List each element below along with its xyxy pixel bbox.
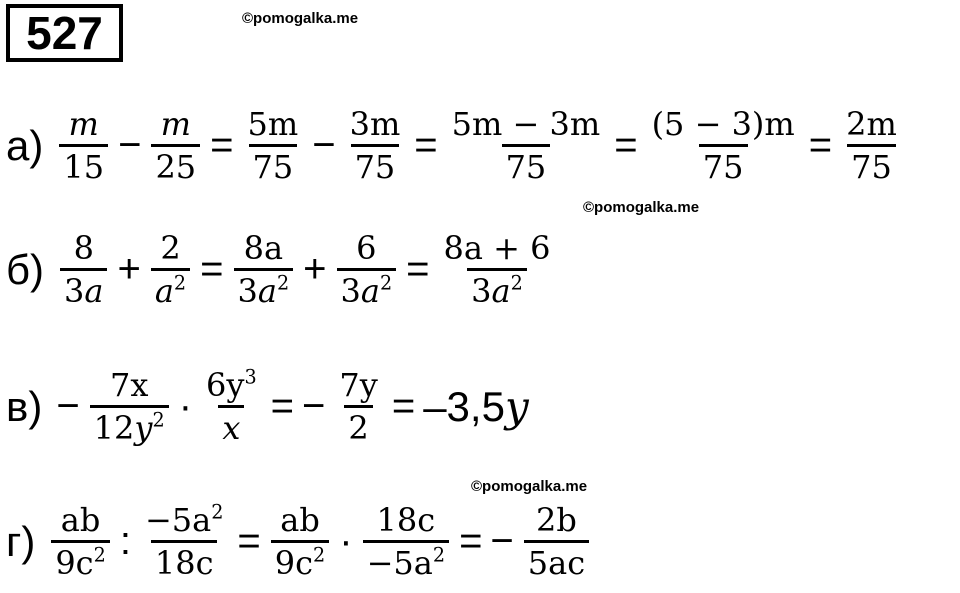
numerator: 8a (243, 229, 284, 267)
denominator: 18c (151, 540, 218, 583)
denominator (90, 405, 169, 448)
fraction (202, 365, 261, 448)
exponent: 2 (173, 271, 187, 295)
part-g (0, 500, 595, 583)
fraction (234, 228, 294, 311)
numerator: 7x (109, 366, 149, 404)
base: 9c (274, 544, 314, 582)
equals-sign: = (391, 384, 416, 428)
divide-colon: : (119, 519, 131, 563)
denominator: 75 (502, 144, 551, 187)
part-a-label: а) (6, 121, 44, 169)
variable: a (360, 272, 380, 310)
variable: y (134, 409, 153, 447)
equals-sign: = (270, 384, 295, 428)
exponent: 2 (211, 500, 224, 524)
watermark-3: ©pomogalka.me (471, 478, 588, 495)
numerator (202, 365, 261, 405)
result-number: –3,5 (423, 383, 505, 430)
fraction (59, 104, 108, 187)
numerator: 3m (349, 105, 401, 143)
exponent: 2 (276, 271, 290, 295)
coefficient: 3 (64, 272, 85, 310)
fraction (337, 228, 397, 311)
base: 9c (55, 544, 94, 582)
denominator (234, 268, 294, 311)
equals-sign: = (614, 123, 638, 167)
part-a (0, 104, 907, 187)
minus-sign: − (312, 123, 336, 167)
numerator: ab (280, 501, 320, 539)
coefficient: 3 (237, 272, 258, 310)
base: −5a (366, 544, 433, 582)
coefficient: 3 (471, 272, 492, 310)
denominator: 25 (151, 144, 200, 187)
denominator: 15 (59, 144, 108, 187)
variable: a (154, 272, 174, 310)
exponent: 2 (313, 543, 326, 567)
numerator: 5m (247, 105, 299, 143)
result-variable: y (504, 382, 529, 431)
denominator: 5ac (524, 540, 589, 583)
denominator: 75 (249, 144, 298, 187)
watermark-2: ©pomogalka.me (583, 199, 700, 216)
multiply-dot: · (339, 519, 353, 563)
denominator: 2 (344, 405, 372, 448)
minus-sign: − (302, 384, 326, 428)
numerator (141, 500, 227, 540)
numerator: 8a + 6 (443, 229, 551, 267)
exponent: 2 (152, 408, 165, 432)
numerator: ab (60, 501, 101, 539)
part-g-label: г) (6, 517, 36, 565)
result (423, 382, 528, 431)
fraction (151, 104, 200, 187)
exponent: 2 (510, 271, 523, 295)
fraction (141, 500, 227, 583)
equals-sign: = (237, 519, 261, 563)
minus-sign: − (490, 519, 514, 563)
denominator: x (218, 405, 244, 448)
denominator (60, 268, 107, 311)
multiply-dot: · (178, 384, 193, 428)
variable: a (257, 272, 277, 310)
fraction (524, 500, 589, 583)
exponent: 3 (244, 365, 257, 389)
denominator (467, 268, 527, 311)
numerator: m (160, 105, 191, 143)
variable: a (84, 272, 104, 310)
numerator: 8 (73, 229, 94, 267)
exponent: 2 (93, 543, 106, 567)
denominator (151, 268, 190, 311)
variable: a (491, 272, 511, 310)
numerator: 7y (339, 366, 378, 404)
denominator: 75 (847, 144, 896, 187)
plus-sign: + (303, 247, 327, 291)
part-b (0, 228, 560, 311)
denominator (51, 540, 110, 583)
coefficient: 12 (93, 409, 135, 447)
fraction (648, 104, 799, 187)
equals-sign: = (406, 247, 430, 291)
problem-number: 527 (6, 4, 123, 62)
denominator (271, 540, 330, 583)
exponent: 2 (379, 271, 393, 295)
numerator: (5 − 3)m (651, 105, 795, 143)
fraction (448, 104, 605, 187)
denominator (337, 268, 397, 311)
denominator: 75 (699, 144, 748, 187)
fraction (842, 104, 901, 187)
numerator: 2m (846, 105, 897, 143)
plus-sign: + (117, 247, 141, 291)
fraction (363, 500, 449, 583)
part-v-label: в) (6, 382, 43, 430)
part-b-label: б) (6, 245, 45, 293)
equals-sign: = (459, 519, 483, 563)
numerator: 2b (536, 501, 577, 539)
exponent: 2 (432, 543, 446, 567)
base: −5a (144, 501, 212, 539)
equals-sign: = (808, 123, 833, 167)
fraction (51, 500, 110, 583)
equals-sign: = (200, 247, 224, 291)
coefficient: 3 (340, 272, 361, 310)
fraction (151, 228, 190, 311)
numerator: 18c (376, 501, 436, 539)
fraction (90, 365, 169, 448)
denominator: 75 (351, 144, 400, 187)
numerator: 2 (160, 229, 181, 267)
fraction (244, 104, 303, 187)
denominator (363, 540, 449, 583)
part-v (0, 365, 533, 448)
numerator: m (68, 105, 99, 143)
numerator: 6 (356, 229, 377, 267)
minus-sign: − (56, 384, 80, 428)
base: 6y (206, 366, 245, 404)
equals-sign: = (414, 123, 438, 167)
fraction (346, 104, 405, 187)
watermark-1: ©pomogalka.me (242, 10, 359, 27)
minus-sign: − (118, 123, 142, 167)
equals-sign: = (210, 123, 234, 167)
fraction (271, 500, 330, 583)
fraction (440, 228, 555, 311)
numerator: 5m − 3m (451, 105, 601, 143)
fraction (60, 228, 107, 311)
fraction (335, 365, 381, 448)
